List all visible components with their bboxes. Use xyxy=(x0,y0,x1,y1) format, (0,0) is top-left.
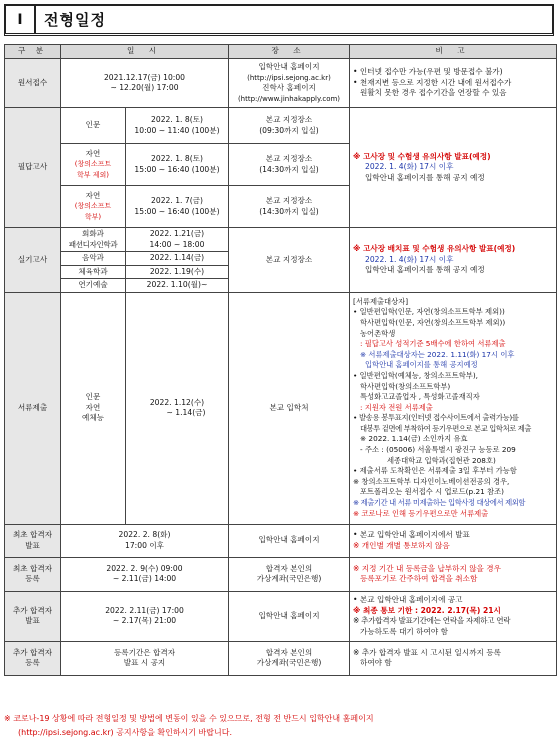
category-extra-announce: 추가 합격자 발표 xyxy=(5,591,61,641)
schedule-cell: 2022. 2.11(금) 17:00 ~ 2.17(목) 21:00 xyxy=(61,591,229,641)
schedule-table xyxy=(4,44,557,676)
category-practical-exam: 실기고사 xyxy=(5,228,61,293)
remarks-cell: ※ 지정 기간 내 등록금을 납부하지 않을 경우 등록포기로 간주하여 합격을 취소함 xyxy=(350,557,557,591)
schedule-cell: 2022. 1.10(월)~ xyxy=(126,279,229,293)
place-cell: 합격자 본인의 가상계좌(국민은행) xyxy=(229,557,350,591)
header-remarks: 비 고 xyxy=(350,45,557,59)
schedule-cell: 2022. 1.21(금) 14:00 ~ 18:00 xyxy=(126,228,229,252)
sub-category: 음악과 xyxy=(61,252,126,266)
sub-category: 인문 xyxy=(61,108,126,144)
sub-category: 회화과 패션디자인학과 xyxy=(61,228,126,252)
schedule-cell: 2022. 1. 8(토) 15:00 ~ 16:40 (100분) xyxy=(126,144,229,186)
remarks-cell: ※ 추가 합격자 발표 시 고시된 일시까지 등록 하여야 함 xyxy=(350,641,557,675)
footnote-line: ※ 코로나-19 상황에 따라 전형일정 및 방법에 변동이 있을 수 있으므로, 전형 전 반드시 입학안내 홈페이지 xyxy=(4,714,374,723)
header-place: 장 소 xyxy=(229,45,350,59)
table-row xyxy=(5,59,557,108)
category-application: 원서접수 xyxy=(5,59,61,108)
footnote xyxy=(4,712,556,740)
schedule-cell: 2022. 1.14(금) xyxy=(126,252,229,266)
sub-category: 체육학과 xyxy=(61,265,126,279)
remarks-cell: [서류제출대상자] • 일반편입학(인문, 자연(창의소프트학부 제외)) 학사편입학(인문, 자연(창의소프트학부 제외)) 농어촌학생 : 필답고사 성적기준 5배수에 한하여 서류제출 ※ 서류제출대상자는 2022. 1.11(화) 17시 이후 입학안내 홈페이지를 통해 공지예정 • 일반편입학(예체능, 창의소프트학부), 학사편입학(창의소프트학부) 특성화고교졸업자 , 특성화고졸재직자 : 지원자 전원 서류제출 • 발송용 봉투표지(인터넷 접수사이트에서 출력가능)를 대봉투 겉면에 부착하여 등기우편으로 본교 입학처로 제출 ※ 2022. 1.14(금) 소인까지 유효 - 주소 : (05006) 서울특별시 광진구 능동로 209 세종대학교 입학과(집현관 208호) • 제출서류 도착확인은 서류제출 3일 후부터 가능함 ※ 창의소프트학부 디자인이노베이션전공의 경우, 포트폴리오는 원서접수 시 업로드(p.21 참조) ※ 제출기간 내 서류 미제출하는 입학사정 대상에서 제외함 ※ 코로나로 인해 등기우편으로만 서류제출 xyxy=(350,292,557,524)
section-title-bar xyxy=(4,4,554,36)
place-cell: 본교 지정장소 (09:30까지 입실) xyxy=(229,108,350,144)
table-row xyxy=(5,591,557,641)
remarks-cell: ※ 고사장 배치표 및 수험생 유의사항 발표(예정) 2022. 1. 4(화) 17시 이후 입학안내 홈페이지를 통해 공지 예정 xyxy=(350,228,557,293)
place-cell: 본교 지정장소 (14:30까지 입실) xyxy=(229,186,350,228)
sub-category: 연기예술 xyxy=(61,279,126,293)
sub-category: 자연 (창의소프트 학부 제외) xyxy=(61,144,126,186)
place-cell: 본교 지정장소 xyxy=(229,228,350,293)
category-written-exam: 필답고사 xyxy=(5,108,61,228)
schedule-cell: 2021.12.17(금) 10:00 ~ 12.20(월) 17:00 xyxy=(61,59,229,108)
table-row xyxy=(5,292,557,524)
schedule-cell: 2022. 2. 8(화) 17:00 이후 xyxy=(61,524,229,557)
schedule-cell: 등록기간은 합격자 발표 시 공지 xyxy=(61,641,229,675)
schedule-cell: 2022. 1.12(수) ~ 1.14(금) xyxy=(126,292,229,524)
section-title: 전형일정 xyxy=(44,11,106,29)
place-cell: 합격자 본인의 가상계좌(국민은행) xyxy=(229,641,350,675)
table-row xyxy=(5,524,557,557)
section-number: Ⅰ xyxy=(6,6,36,33)
header-schedule: 일 시 xyxy=(61,45,229,59)
place-cell: 본교 입학처 xyxy=(229,292,350,524)
table-row xyxy=(5,557,557,591)
sub-category: 인문 자연 예체능 xyxy=(61,292,126,524)
place-cell: 본교 지정장소 (14:30까지 입실) xyxy=(229,144,350,186)
remarks-cell: ※ 고사장 및 수험생 유의사항 발표(예정) 2022. 1. 4(화) 17시 이후 입학안내 홈페이지를 통해 공지 예정 xyxy=(350,108,557,228)
schedule-cell: 2022. 2. 9(수) 09:00 ~ 2.11(금) 14:00 xyxy=(61,557,229,591)
place-cell: 입학안내 홈페이지 xyxy=(229,591,350,641)
schedule-cell: 2022. 1.19(수) xyxy=(126,265,229,279)
place-cell: 입학안내 홈페이지 xyxy=(229,524,350,557)
footnote-line: (http://ipsi.sejong.ac.kr) 공지사항을 확인하시기 바랍니다. xyxy=(18,728,233,737)
category-first-register: 최초 합격자 등록 xyxy=(5,557,61,591)
remarks-cell: • 본교 입학안내 홈페이지에서 발표 ※ 개인별 개별 통보하지 않음 xyxy=(350,524,557,557)
table-row xyxy=(5,228,557,252)
sub-category: 자연 (창의소프트 학부) xyxy=(61,186,126,228)
header-category: 구 분 xyxy=(5,45,61,59)
table-row xyxy=(5,108,557,144)
schedule-cell: 2022. 1. 8(토) 10:00 ~ 11:40 (100분) xyxy=(126,108,229,144)
remarks-cell: • 인터넷 접수만 가능(우편 및 방문접수 불가) • 천재지변 등으로 지정한 시간 내에 원서접수가 원활치 못한 경우 접수기간을 연장할 수 있음 xyxy=(350,59,557,108)
category-extra-register: 추가 합격자 등록 xyxy=(5,641,61,675)
remarks-cell: • 본교 입학안내 홈페이지에 공고 ※ 최종 통보 기한 : 2022. 2.17(목) 21시 ※ 추가합격자 발표기간에는 연락을 자제하고 연락 가능하도록 대기 하여야 함 xyxy=(350,591,557,641)
header-row xyxy=(5,45,557,59)
table-row xyxy=(5,641,557,675)
schedule-cell: 2022. 1. 7(금) 15:00 ~ 16:40 (100분) xyxy=(126,186,229,228)
category-documents: 서류제출 xyxy=(5,292,61,524)
category-first-announce: 최초 합격자 발표 xyxy=(5,524,61,557)
place-cell: 입학안내 홈페이지 (http://ipsi.sejong.ac.kr) 진학사 홈페이지 (http://www.jinhakapply.com) xyxy=(229,59,350,108)
